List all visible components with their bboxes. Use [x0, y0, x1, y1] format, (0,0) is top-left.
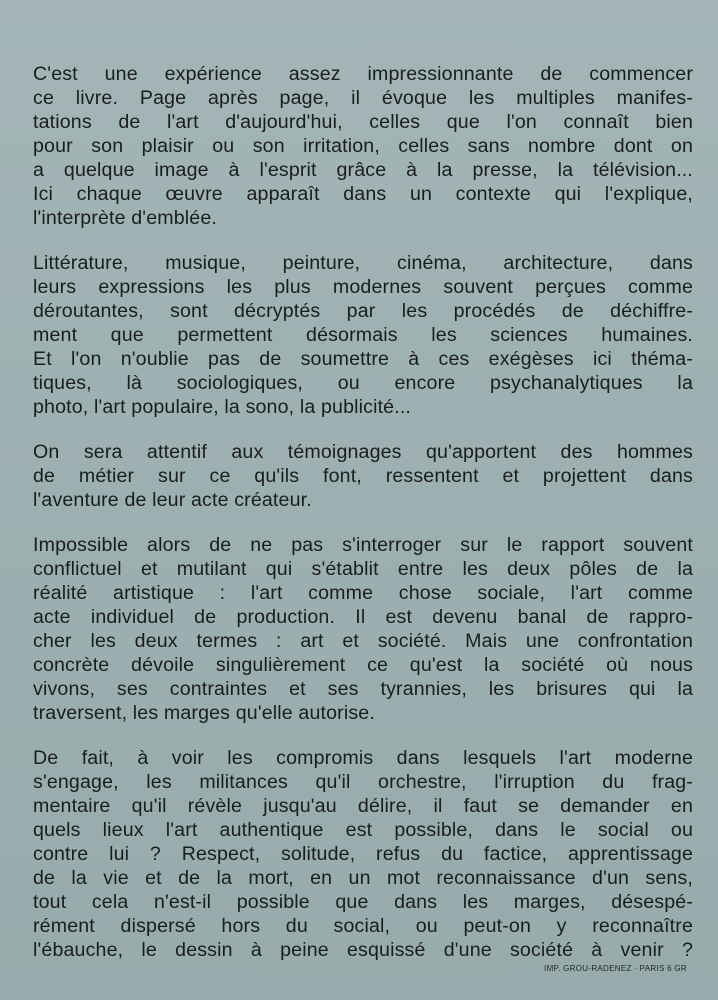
text-line: l'ébauche, le dessin à peine esquissé d'une société à venir ? — [33, 939, 693, 961]
text-line: leurs expressions les plus modernes souvent perçues comme — [33, 276, 693, 298]
paragraph-5 — [33, 746, 693, 962]
text-line: tout cela n'est-il possible que dans les marges, désespé- — [33, 891, 693, 913]
text-line: réalité artistique : l'art comme chose sociale, l'art comme — [33, 582, 693, 604]
text-line: tations de l'art d'aujourd'hui, celles que l'on connaît bien — [33, 111, 693, 133]
text-line: De fait, à voir les compromis dans lesquels l'art moderne — [33, 747, 693, 769]
text-line: a quelque image à l'esprit grâce à la presse, la télévision... — [33, 159, 693, 181]
printer-imprint: IMP. GROU-RADENEZ · PARIS 6 GR — [544, 964, 687, 973]
paragraph-4 — [33, 533, 693, 725]
text-line: Et l'on n'oublie pas de soumettre à ces exégèses ici théma- — [33, 348, 693, 370]
text-line: cher les deux termes : art et société. Mais une confrontation — [33, 630, 693, 652]
paragraph-3 — [33, 440, 693, 512]
text-line: rément dispersé hors du social, ou peut-on y reconnaître — [33, 915, 693, 937]
text-line: tiques, là sociologiques, ou encore psychanalytiques la — [33, 372, 693, 394]
text-line: l'aventure de leur acte créateur. — [33, 489, 312, 511]
text-line: de métier sur ce qu'ils font, ressentent et projettent dans — [33, 465, 693, 487]
text-line: conflictuel et mutilant qui s'établit entre les deux pôles de la — [33, 558, 693, 580]
text-line: Littérature, musique, peinture, cinéma, architecture, dans — [33, 252, 693, 274]
text-line: acte individuel de production. Il est devenu banal de rappro- — [33, 606, 693, 628]
body-text — [33, 62, 693, 983]
text-line: ment que permettent désormais les sciences humaines. — [33, 324, 693, 346]
paragraph-2 — [33, 251, 693, 419]
text-line: l'interprète d'emblée. — [33, 207, 217, 229]
text-line: traversent, les marges qu'elle autorise. — [33, 702, 375, 724]
text-line: quels lieux l'art authentique est possible, dans le social ou — [33, 819, 693, 841]
text-line: contre lui ? Respect, solitude, refus du factice, apprentissage — [33, 843, 693, 865]
text-line: pour son plaisir ou son irritation, celles sans nombre dont on — [33, 135, 693, 157]
text-line: Impossible alors de ne pas s'interroger sur le rapport souvent — [33, 534, 693, 556]
text-line: déroutantes, sont décryptés par les procédés de déchiffre- — [33, 300, 693, 322]
text-line: mentaire qu'il révèle jusqu'au délire, il faut se demander en — [33, 795, 693, 817]
text-line: C'est une expérience assez impressionnante de commencer — [33, 63, 693, 85]
text-line: concrète dévoile singulièrement ce qu'est la société où nous — [33, 654, 693, 676]
text-line: ce livre. Page après page, il évoque les multiples manifes- — [33, 87, 693, 109]
text-line: de la vie et de la mort, en un mot reconnaissance d'un sens, — [33, 867, 693, 889]
text-line: s'engage, les militances qu'il orchestre, l'irruption du frag- — [33, 771, 693, 793]
paragraph-1 — [33, 62, 693, 230]
text-line: vivons, ses contraintes et ses tyrannies, les brisures qui la — [33, 678, 693, 700]
text-line: On sera attentif aux témoignages qu'apportent des hommes — [33, 441, 693, 463]
text-line: Ici chaque œuvre apparaît dans un contexte qui l'explique, — [33, 183, 693, 205]
text-line: photo, l'art populaire, la sono, la publicité... — [33, 396, 412, 418]
